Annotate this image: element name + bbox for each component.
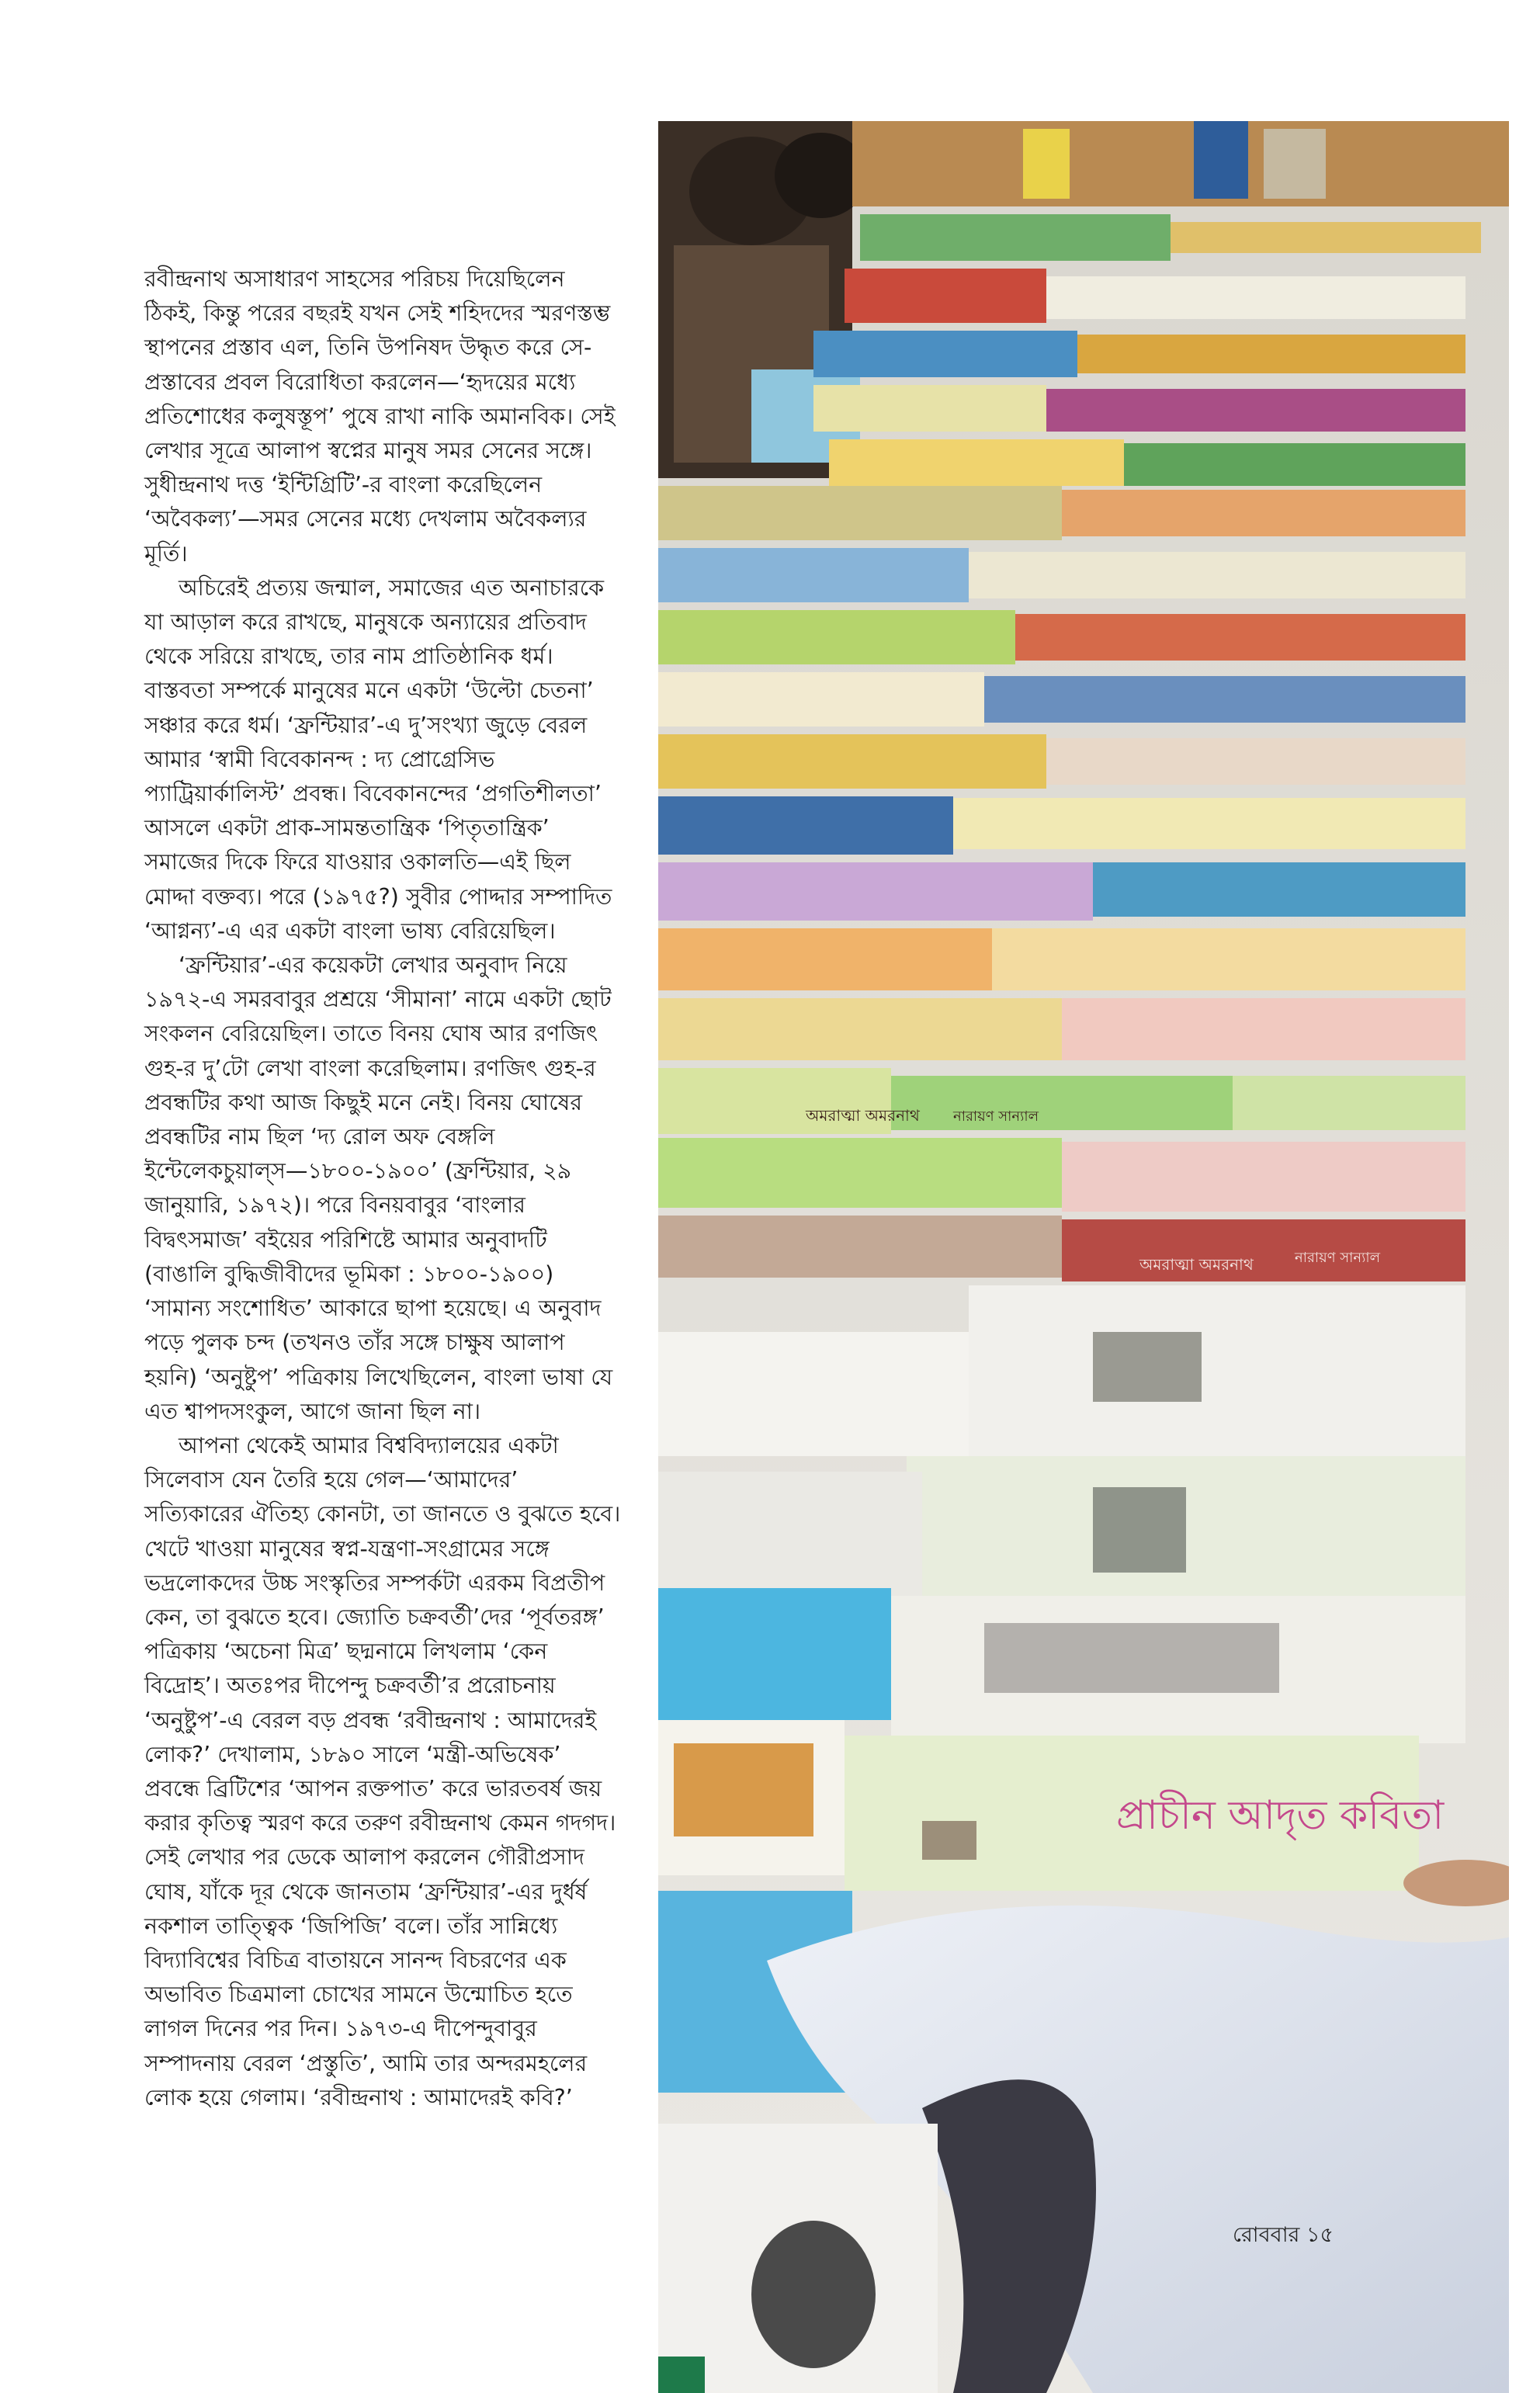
article-paragraph-3: ‘ফ্রন্টিয়ার’-এর কয়েকটা লেখার অনুবাদ নিয়ে ১৯৭২-এ সমরবাবুর প্রশ্রয়ে ‘সীমানা’ নামে একটা ছোট সংকলন বেরিয়েছিল। তাতে বিনয় ঘোষ আর রণজিৎ গুহ-র দু’টো লেখা বাংলা করেছিলাম। রণজিৎ গুহ-র প্রবন্ধটির কথা আজ কিছুই মনে নেই। বিনয় ঘোষের প্রবন্ধটির নাম ছিল ‘দ্য রোল অফ বেঙ্গলি ইন্টেলেকচুয়াল্স—১৮০০-১৯০০’ (ফ্রন্টিয়ার, ২৯ জানুয়ারি, ১৯৭২)। পরে বিনয়বাবুর ‘বাংলার বিদ্বৎসমাজ’ বইয়ের পরিশিষ্টে আমার অনুবাদটি (বাঙালি বুদ্ধিজীবীদের ভূমিকা : ১৮০০-১৯০০) ‘সামান্য সংশোধিত’ আকারে ছাপা হয়েছে। এ অনুবাদ পড়ে পুলক চন্দ (তখনও তাঁর সঙ্গে চাক্ষুষ আলাপ হয়নি) ‘অনুষ্টুপ’ পত্রিকায় লিখেছিলেন, বাংলা ভাষা যে এত শ্বাপদসংকুল, আগে জানা ছিল না। [144, 952, 613, 1424]
spine-author-2: নারায়ণ সান্যাল [1295, 1250, 1380, 1266]
article-paragraph-4: আপনা থেকেই আমার বিশ্ববিদ্যালয়ের একটা সিলেবাস যেন তৈরি হয়ে গেল—‘আমাদের’ সত্যিকারের ঐতিহ্য কোনটা, তা জানতে ও বুঝতে হবে। খেটে খাওয়া মানুষের স্বপ্ন-যন্ত্রণা-সংগ্রামের সঙ্গে ভদ্রলোকদের উচ্চ সংস্কৃতির সম্পর্কটা এরকম বিপ্রতীপ কেন, তা বুঝতে হবে। জ্যোতি চক্রবর্তী’দের ‘পূর্বতরঙ্গ’ পত্রিকায় ‘অচেনা মিত্র’ ছদ্মনামে লিখলাম ‘কেন বিদ্রোহ’। অতঃপর দীপেন্দু চক্রবর্তী’র প্ররোচনায় ‘অনুষ্টুপ’-এ বেরল বড় প্রবন্ধ ‘রবীন্দ্রনাথ : আমাদেরই লোক?’ দেখালাম, ১৮৯০ সালে ‘মন্ত্রী-অভিষেক’ প্রবন্ধে ব্রিটিশের ‘আপন রক্তপাত’ করে ভারতবর্ষ জয় করার কৃতিত্ব স্মরণ করে তরুণ রবীন্দ্রনাথ কেমন গদগদ। সেই লেখার পর ডেকে আলাপ করলেন গৌরীপ্রসাদ ঘোষ, যাঁকে দূর থেকে জানতাম ‘ফ্রন্টিয়ার’-এর দুর্ধর্ষ নকশাল তাত্ত্বিক ‘জিপিজি’ বলে। তাঁর সান্নিধ্যে বিদ্যাবিশ্বের বিচিত্র বাতায়নে সানন্দ বিচরণের এক অভাবিত চিত্রমালা চোখের সামনে উন্মোচিত হতে লাগল দিনের পর দিন। ১৯৭৩-এ দীপেন্দুবাবুর সম্পাদনায় বেরল ‘প্রস্তুতি’, আমি তার অন্দরমহলের লোক হয়ে গেলাম। ‘রবীন্দ্রনাথ : আমাদেরই কবি?’ [144, 1432, 621, 2110]
pink-cover-title: প্রাচীন আদৃত কবিতা [1116, 1792, 1445, 1839]
book-fair-photo [658, 121, 1509, 2393]
spine-author-1: নারায়ণ সান্যাল [953, 1108, 1039, 1125]
article-paragraph-1: রবীন্দ্রনাথ অসাধারণ সাহসের পরিচয় দিয়েছিলেন ঠিকই, কিন্তু পরের বছরই যখন সেই শহিদদের স্মরণস্তম্ভ স্থাপনের প্রস্তাব এল, তিনি উপনিষদ উদ্ধৃত করে সে-প্রস্তাবের প্রবল বিরোধিতা করলেন—‘হৃদয়ের মধ্যে প্রতিশোধের কলুষস্তূপ’ পুষে রাখা নাকি অমানবিক। সেই লেখার সূত্রে আলাপ স্বপ্নের মানুষ সমর সেনের সঙ্গে। সুধীন্দ্রনাথ দত্ত ‘ইন্টিগ্রিটি’-র বাংলা করেছিলেন ‘অবৈকল্য’—সমর সেনের মধ্যে দেখলাম অবৈকল্যর মূর্তি। [144, 266, 616, 567]
article-paragraph-2: অচিরেই প্রত্যয় জন্মাল, সমাজের এত অনাচারকে যা আড়াল করে রাখছে, মানুষকে অন্যায়ের প্রতিবাদ থেকে সরিয়ে রাখছে, তার নাম প্রাতিষ্ঠানিক ধর্ম। বাস্তবতা সম্পর্কে মানুষের মনে একটা ‘উল্টো চেতনা’ সঞ্চার করে ধর্ম। ‘ফ্রন্টিয়ার’-এ দু’সংখ্যা জুড়ে বেরল আমার ‘স্বামী বিবেকানন্দ : দ্য প্রোগ্রেসিভ প্যাট্রিয়ার্কালিস্ট’ প্রবন্ধ। বিবেকানন্দের ‘প্রগতিশীলতা’ আসলে একটা প্রাক-সামন্ততান্ত্রিক ‘পিতৃতান্ত্রিক’ সমাজের দিকে ফিরে যাওয়ার ওকালতি—এই ছিল মোদ্দা বক্তব্য। পরে (১৯৭৫?) সুবীর পোদ্দার সম্পাদিত ‘আগ্নন্য’-এ এর একটা বাংলা ভাষ্য বেরিয়েছিল। [144, 574, 612, 944]
spine-title-2: অমরাত্মা অমরনাথ [1139, 1255, 1254, 1274]
article-text-column [144, 262, 622, 2115]
book-fair-photo-illustration [658, 121, 1509, 2393]
page-folio: রোববার ১৫ [1233, 2223, 1334, 2247]
spine-title-1: অমরাত্মা অমরনাথ [806, 1106, 920, 1125]
